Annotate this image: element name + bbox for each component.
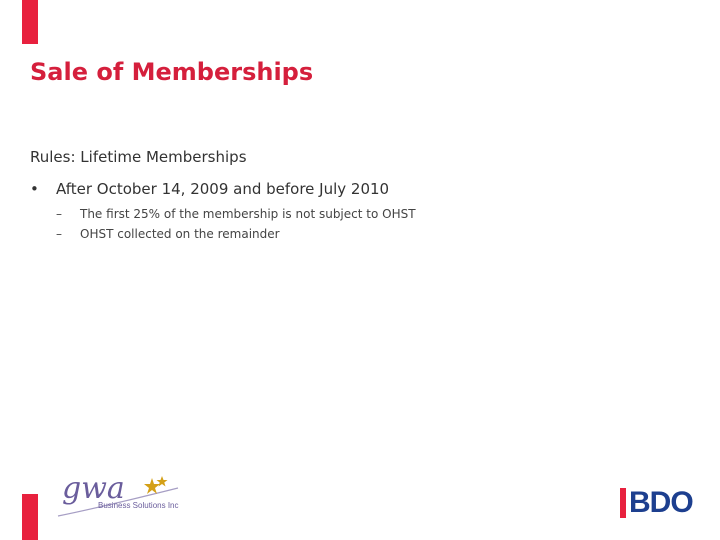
sub-bullet-marker: – <box>56 227 62 241</box>
slide-title: Sale of Memberships <box>30 58 314 86</box>
gwa-tagline: Business Solutions Inc <box>98 501 179 510</box>
sub-bullet-item <box>56 227 280 241</box>
bullet-text: After October 14, 2009 and before July 2010 <box>56 180 390 198</box>
gwa-wordmark: gwa <box>62 471 125 506</box>
bottom-accent-bar <box>22 494 38 540</box>
sub-bullet-item <box>56 207 416 221</box>
bullet-marker: • <box>30 180 39 198</box>
gwa-logo <box>48 458 188 528</box>
bdo-logo-bar <box>620 488 626 518</box>
slide-subtitle: Rules: Lifetime Memberships <box>30 148 247 166</box>
sub-bullet-text: OHST collected on the remainder <box>80 227 280 241</box>
top-accent-bar <box>22 0 38 44</box>
bdo-logo <box>620 488 693 518</box>
bdo-wordmark: BDO <box>629 486 693 519</box>
bullet-item <box>30 180 389 198</box>
sub-bullet-marker: – <box>56 207 62 221</box>
sub-bullet-text: The first 25% of the membership is not subject to OHST <box>80 207 416 221</box>
